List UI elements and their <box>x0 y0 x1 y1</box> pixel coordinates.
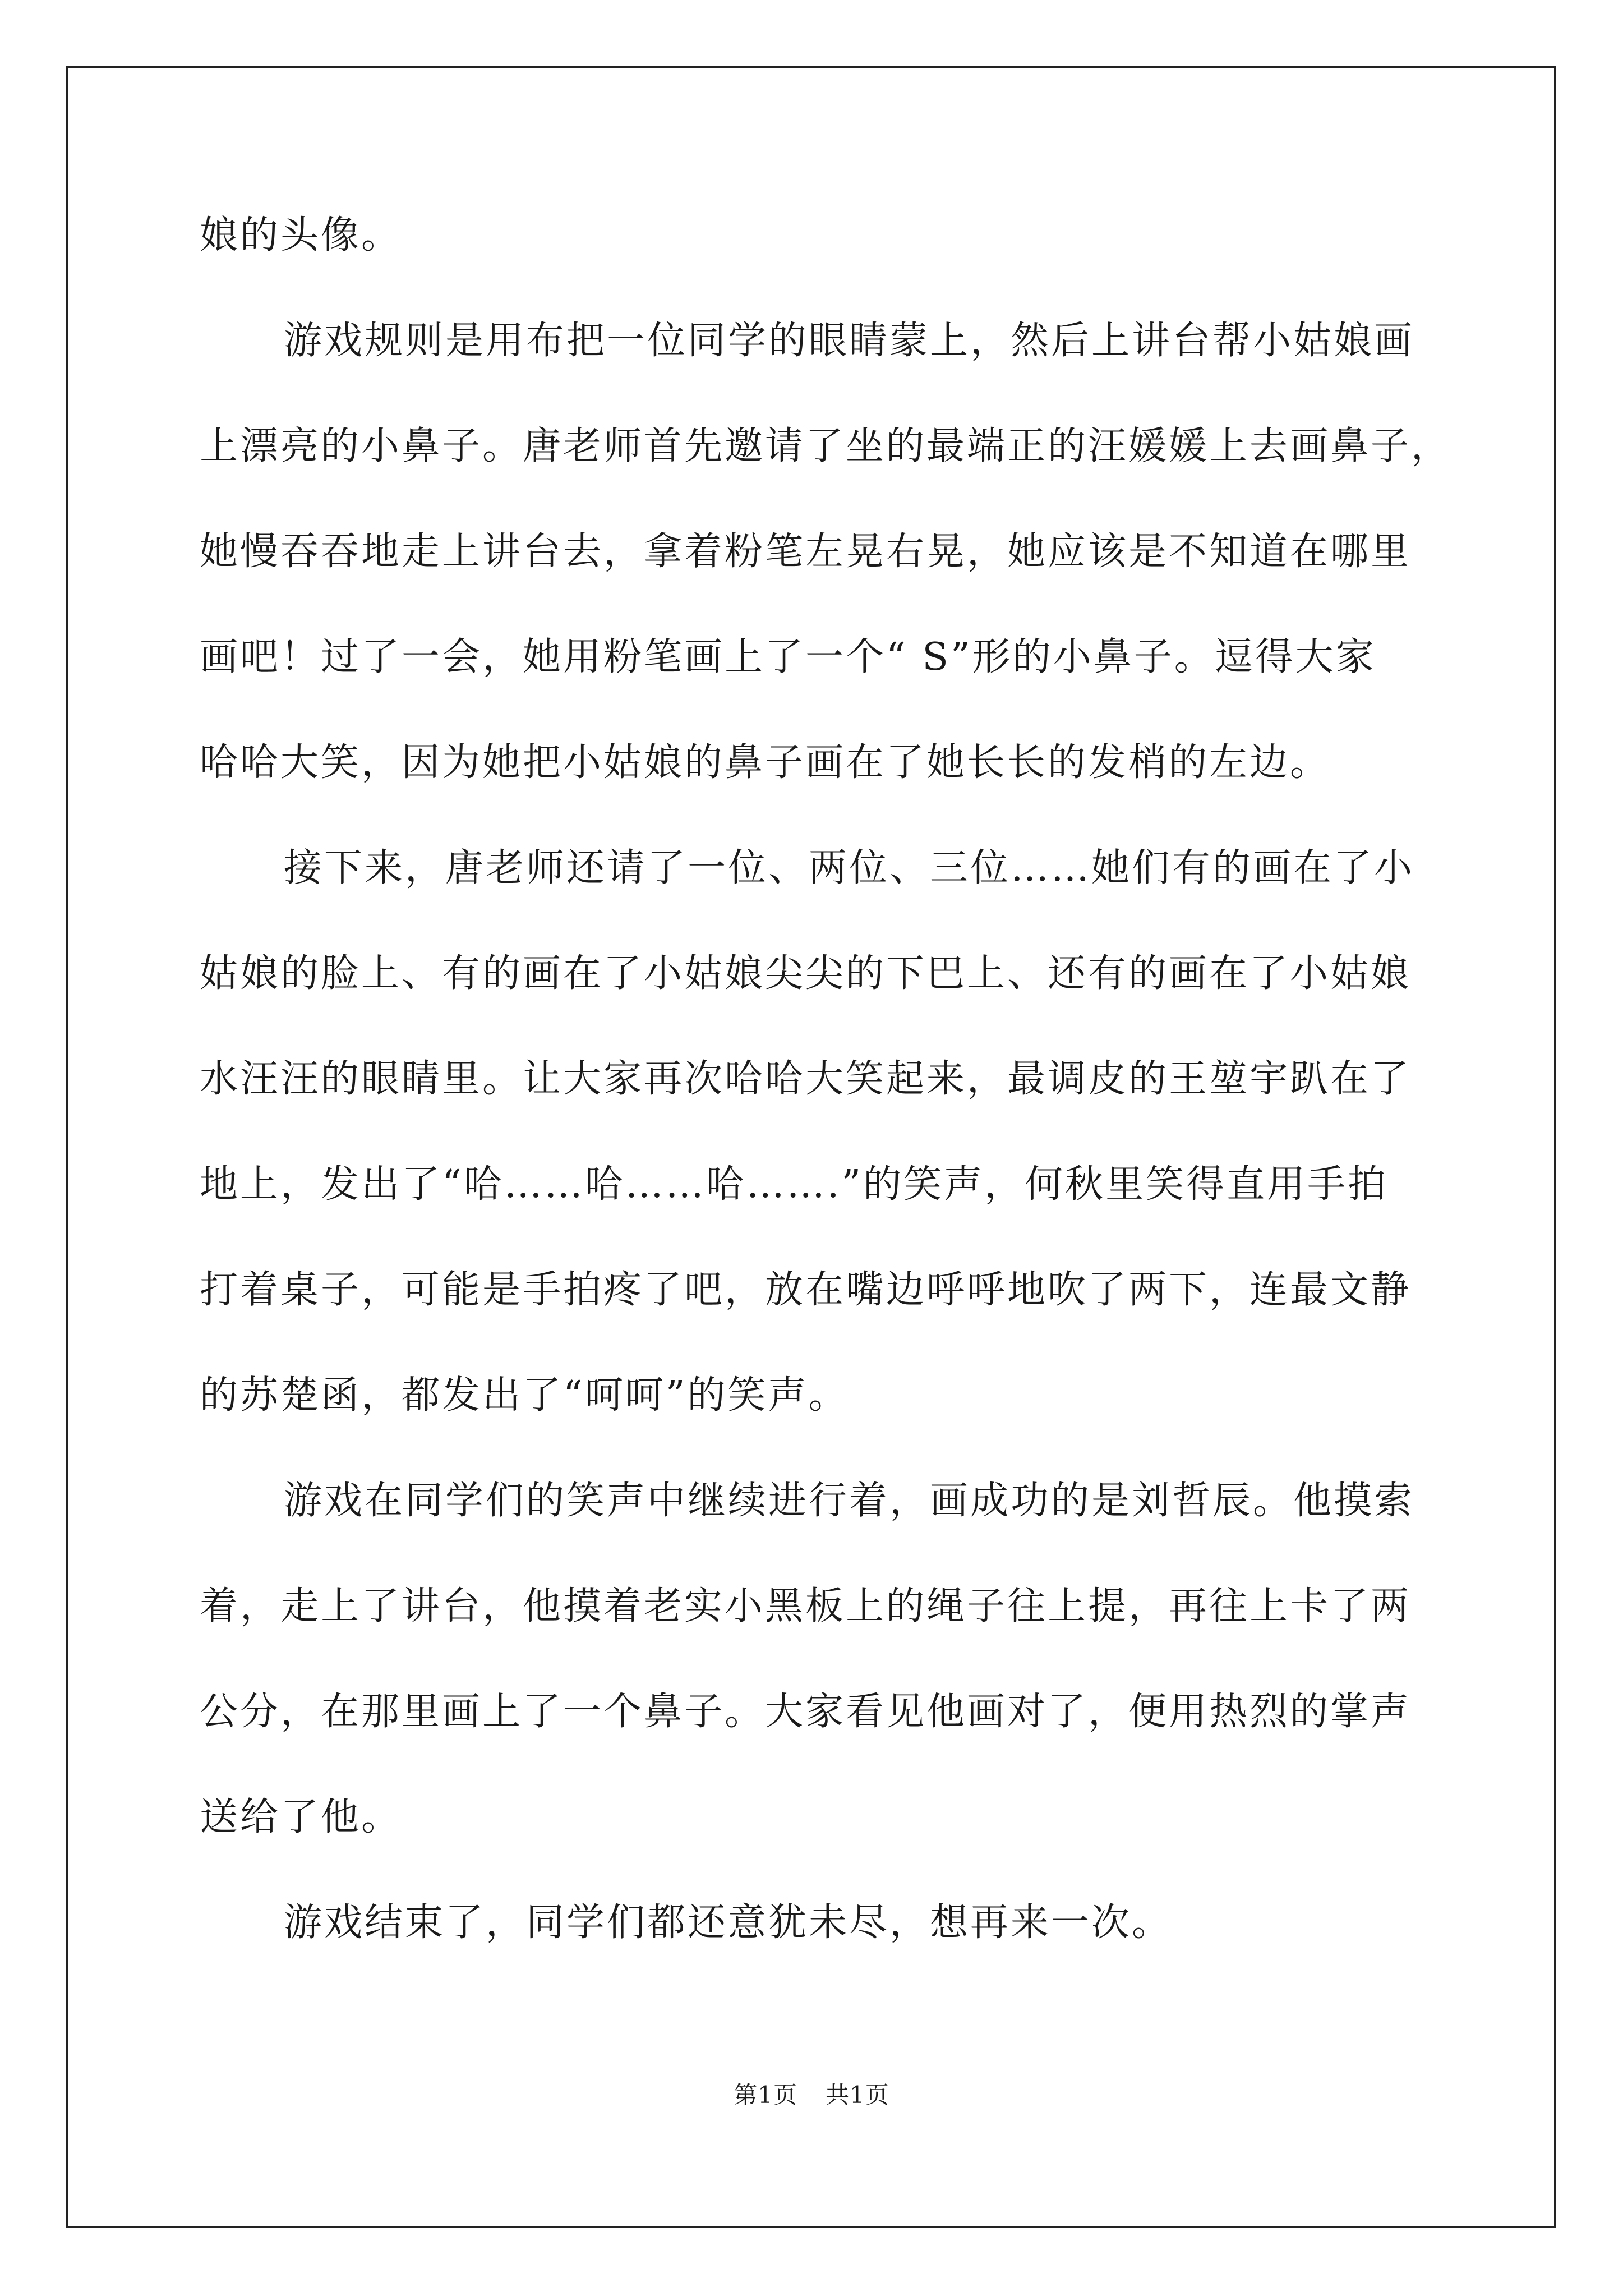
document-body <box>200 209 1452 2001</box>
text-line: 哈哈大笑，因为她把小姑娘的鼻子画在了她长长的发梢的左边。 <box>200 740 1331 785</box>
text-line: 着，走上了讲台，他摸着老实小黑板上的绳子往上提，再往上卡了两 <box>200 1584 1412 1628</box>
text-line: 水汪汪的眼睛里。让大家再次哈哈大笑起来，最调皮的王堃宇趴在了 <box>200 1057 1412 1101</box>
paragraph-start-line: 游戏在同学们的笑声中继续进行着，画成功的是刘哲辰。他摸索 <box>284 1479 1415 1523</box>
paragraph-start-line: 游戏规则是用布把一位同学的眼睛蒙上，然后上讲台帮小姑娘画 <box>284 319 1415 363</box>
text-line: 娘的头像。 <box>200 213 402 257</box>
text-line: 地上，发出了“哈……哈……哈…….”的笑声，何秋里笑得直用手拍 <box>200 1162 1389 1207</box>
paragraph-start-line: 游戏结束了，同学们都还意犹未尽，想再来一次。 <box>284 1901 1173 1945</box>
text-line: 打着桌子，可能是手拍疼了吧，放在嘴边呼呼地吹了两下，连最文静 <box>200 1268 1412 1312</box>
paragraph-start-line: 接下来，唐老师还请了一位、两位、三位……她们有的画在了小 <box>284 846 1415 890</box>
page-total: 共1页 <box>826 2081 889 2109</box>
page-number: 第1页 <box>734 2081 797 2109</box>
text-line: 画吧！过了一会，她用粉笔画上了一个“ S”形的小鼻子。逗得大家 <box>200 635 1376 679</box>
text-line: 送给了他。 <box>200 1795 402 1839</box>
text-line: 姑娘的脸上、有的画在了小姑娘尖尖的下巴上、还有的画在了小姑娘 <box>200 951 1412 996</box>
text-line: 上漂亮的小鼻子。唐老师首先邀请了坐的最端正的汪媛媛上去画鼻子， <box>200 424 1452 468</box>
page-footer <box>0 2078 1623 2112</box>
text-line: 的苏楚函，都发出了“呵呵”的笑声。 <box>200 1373 849 1418</box>
text-line: 她慢吞吞地走上讲台去，拿着粉笔左晃右晃，她应该是不知道在哪里 <box>200 530 1412 574</box>
text-line: 公分，在那里画上了一个鼻子。大家看见他画对了，便用热烈的掌声 <box>200 1690 1412 1734</box>
